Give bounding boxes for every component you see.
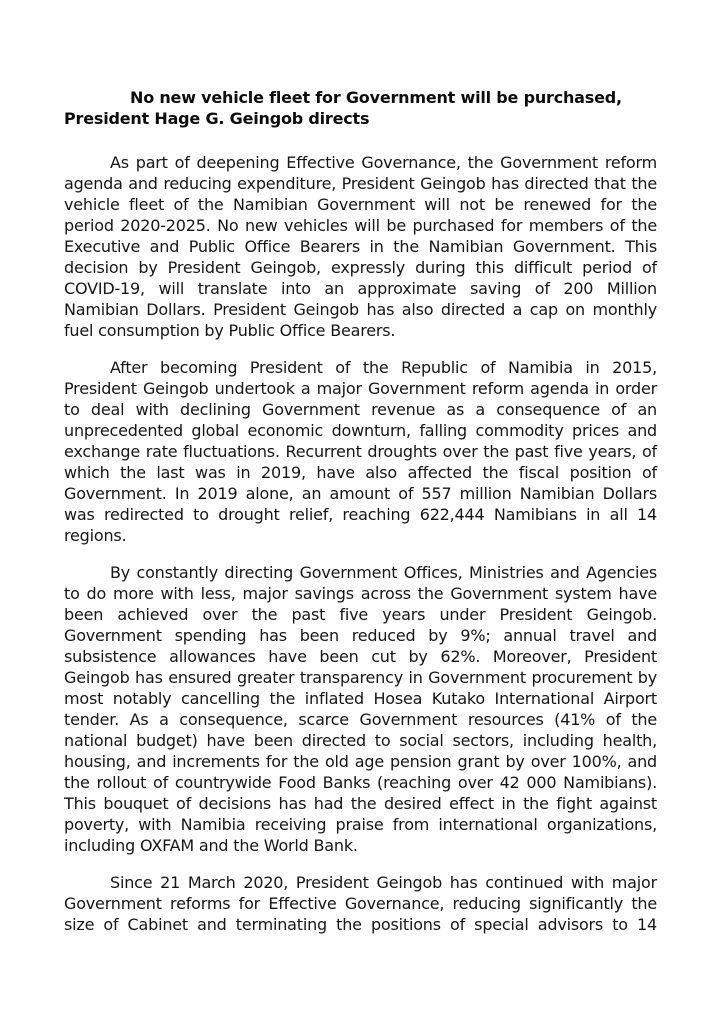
paragraph-reform-agenda-2015: After becoming President of the Republic of Namibia in 2015, President Geingob undertook a major Government reform agenda in order to deal with declining Government revenue as a consequence of an unprecedented global economic downturn, falling commodity prices and exchange rate fluctuations. Recurrent droughts over the past five years, of which the last was in 2019, have also affected the fiscal position of Government. In 2019 alone, an amount of 557 million Namibian Dollars was redirected to drought relief, reaching 622,444 Namibians in all 14 regions.: [64, 358, 657, 545]
document-body: [64, 152, 657, 935]
paragraph-since-march-2020-cutoff: Since 21 March 2020, President Geingob has continued with major Government reforms for Effective Governance, reducing significantly the size of Cabinet and terminating the positions of special advisors to 14: [64, 873, 657, 934]
document-title: No new vehicle fleet for Government will be purchased, President Hage G. Geingob directs: [64, 88, 622, 128]
paragraph-savings-and-social-sectors: By constantly directing Government Offices, Ministries and Agencies to do more with less, major savings across the Government system have been achieved over the past five years under President Geingob. Government spending has been reduced by 9%; annual travel and subsistence allowances have been cut by 62%. Moreover, President Geingob has ensured greater transparency in Government procurement by most notably cancelling the inflated Hosea Kutako International Airport tender. As a consequence, scarce Government resources (41% of the national budget) have been directed to social sectors, including health, housing, and increments for the old age pension grant by over 100%, and the rollout of countrywide Food Banks (reaching over 42 000 Namibians). This bouquet of decisions has had the desired effect in the fight against poverty, with Namibia receiving praise from international organizations, including OXFAM and the World Bank.: [64, 563, 657, 855]
paragraph-vehicle-fleet-directive: As part of deepening Effective Governance, the Government reform agenda and reducing expenditure, President Geingob has directed that the vehicle fleet of the Namibian Government will not be renewed for the period 2020-2025. No new vehicles will be purchased for members of the Executive and Public Office Bearers in the Namibian Government. This decision by President Geingob, expressly during this difficult period of COVID-19, will translate into an approximate saving of 200 Million Namibian Dollars. President Geingob has also directed a cap on monthly fuel consumption by Public Office Bearers.: [64, 153, 657, 340]
